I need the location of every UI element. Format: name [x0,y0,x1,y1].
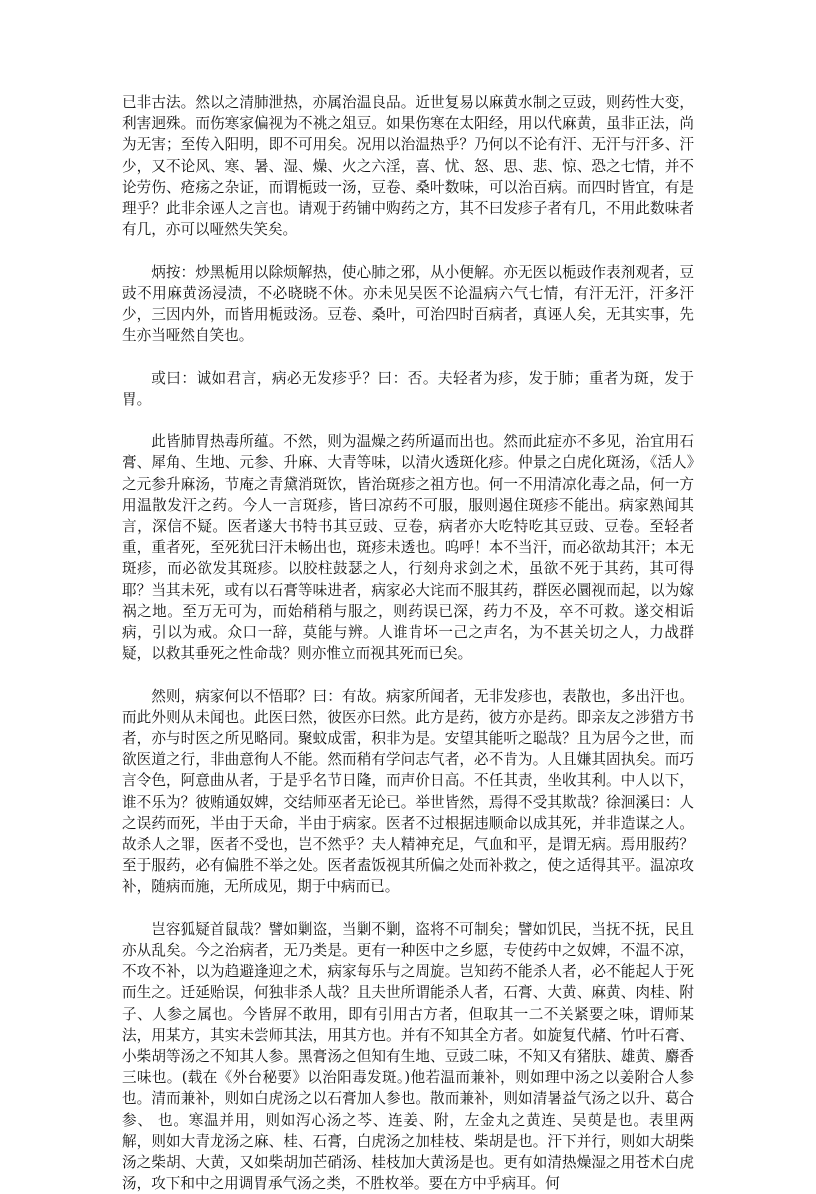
paragraph-3: 或曰：诚如君言，病必无发疹乎？曰：否。夫轻者为疹，发于肺；重者为斑，发于胃。 [122,369,694,408]
document-page [122,92,694,1194]
paragraph-6: 岂容狐疑首鼠哉？譬如剿盗，当剿不剿，盗将不可制矣；譬如饥民，当抚不抚，民且亦从乱矣。今之治病者，无乃类是。更有一种医中之乡愿，专使药中之奴婢，不温不凉，不攻不补，以为趋避逢迎之术，病家每乐与之周旋。岂知药不能杀人者，必不能起人于死而生之。迁延贻误，何独非杀人哉？且夫世所谓能杀人者，石膏、大黄、麻黄、肉桂、附子、人参之属也。今皆屏不敢用，即有引用古方者，但取其一二不关紧要之味，谓师某法，用某方，其实未尝师其法，用其方也。并有不知其全方者。如旋复代赭、竹叶石膏、小柴胡等汤之不知其人参。黑膏汤之但知有生地、豆豉二味，不知又有猪肤、雄黄、麝香三味也。(载在《外台秘要》以治阳毒发斑。)他若温而兼补，则如理中汤之以姜附合人参也。清而兼补，则如白虎汤之以石膏加人参也。散而兼补，则如清暑益气汤之以升、葛合参、 也。寒温并用，则如泻心汤之芩、连姜、附，左金丸之黄连、吴萸是也。表里两解，则如大青龙汤之麻、桂、石膏，白虎汤之加桂枝、柴胡是也。汗下并行，则如大胡柴汤之柴胡、大黄，又如柴胡加芒硝汤、桂枝加大黄汤是也。更有如清热燥湿之用苍术白虎汤，攻下和中之用调胃承气汤之类，不胜枚举。要在方中乎病耳。何 [122,920,694,1193]
paragraph-1: 已非古法。然以之清肺泄热，亦属治温良品。近世复易以麻黄水制之豆豉，则药性大变，利害迥殊。而伤寒家偏视为不祧之俎豆。如果伤寒在太阳经，用以代麻黄，虽非正法，尚为无害；至传入阳明，即不可用矣。况用以治温热乎？乃何以不论有汗、无汗与汗多、汗少，又不论风、寒、暑、湿、燥、火之六淫，喜、忧、怒、思、悲、惊、恐之七情，并不论劳伤、疮疡之杂证，而谓栀豉一汤，豆卷、桑叶数味，可以治百病。而四时皆宜，有是理乎？此非余诬人之言也。请观于药铺中购药之方，其不曰发疹子者有几，不用此数味者有几，亦可以哑然失笑矣。 [122,94,694,239]
paragraph-5: 然则，病家何以不悟耶？曰：有故。病家所闻者，无非发疹也，表散也，多出汗也。而此外则从未闻也。此医曰然，彼医亦曰然。此方是药，彼方亦是药。即亲友之涉猎方书者，亦与时医之所见略同。聚蚊成雷，积非为是。安望其能听之聪哉？且为居今之世，而欲医道之行，非曲意徇人不能。然而稍有学问志气者，必不肯为。人且嫌其固执矣。而巧言令色，阿意曲从者，于是乎名节日隆，而声价日高。不任其责，坐收其利。中人以下，谁不乐为？彼贿通奴婢，交结师巫者无论已。举世皆然，焉得不受其欺哉？徐洄溪曰：人之误药而死，半由于天命，半由于病家。医者不过根据违顺命以成其死，并非造谋之人。故杀人之罪，医者不受也，岂不然乎？夫人精神充足，气血和平，是谓无病。焉用服药？至于服药，必有偏胜不举之处。医者盍饭视其所偏之处而补救之，使之适得其平。温凉攻补，随病而施，无所成见，期于中病而已。 [122,687,694,896]
paragraph-2: 炳按：炒黑栀用以除烦解热，使心肺之邪，从小便解。亦无医以栀豉作表剂观者，豆豉不用麻黄汤浸渍，不必晓晓不休。亦未见吴医不论温病六气七情，有汗无汗，汗多汗少，三因内外，而皆用栀豉汤。豆卷、桑叶，可治四时百病者，真诬人矣，无其实事，先生亦当哑然自笑也。 [122,263,694,345]
paragraph-4: 此皆肺胃热毒所蕴。不然，则为温燥之药所逼而出也。然而此症亦不多见，治宜用石膏、犀角、生地、元参、升麻、大青等味，以清火透斑化疹。仲景之白虎化斑汤，《活人》之元参升麻汤，节庵之青黛消斑饮，皆治斑疹之祖方也。何一不用清凉化毒之品，何一方用温散发汗之药。今人一言斑疹，皆曰凉药不可服，服则遏住斑疹不能出。病家熟闻其言，深信不疑。医者遂大书特书其豆豉、豆卷，病者亦大吃特吃其豆豉、豆卷。至轻者重，重者死，至死犹曰汗未畅出也，斑疹未透也。呜呼！本不当汗，而必欲劫其汗；本无斑疹，而必欲发其斑疹。以胶柱鼓瑟之人，行刻舟求剑之术，虽欲不死于其药，其可得耶？当其未死，或有以石膏等味进者，病家必大诧而不服其药，群医必圜视而起，以为嫁祸之地。至万无可为，而始稍稍与服之，则药误已深，药力不及，卒不可救。遂交相诟病，引以为戒。众口一辞，莫能与辨。人谁肯坏一己之声名，为不甚关切之人，力战群疑，以救其垂死之性命哉？则亦惟立而视其死而已矣。 [122,433,694,663]
